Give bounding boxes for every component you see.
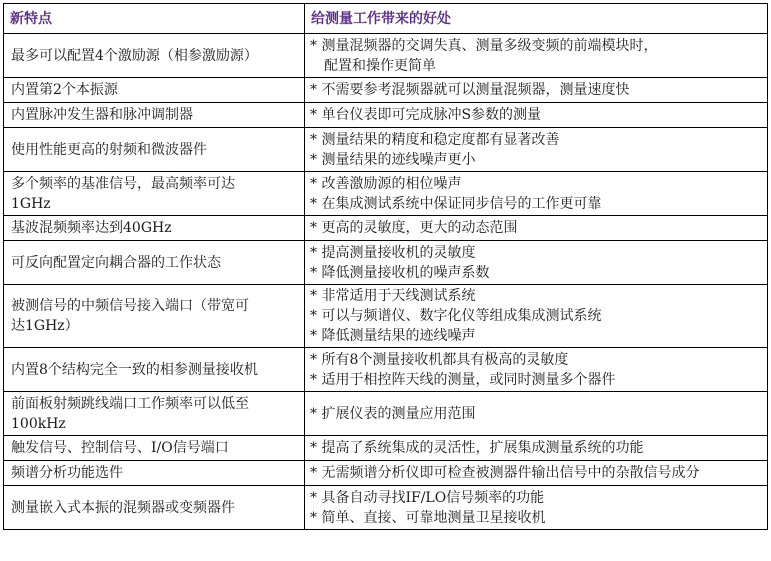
header-benefits: 给测量工作带来的好处 (305, 4, 768, 34)
table-body (4, 34, 768, 530)
feature-cell (4, 392, 305, 436)
feature-cell (4, 285, 305, 348)
table-row (4, 486, 768, 530)
benefit-cell (305, 461, 768, 486)
benefit-text: * 不需要参考混频器就可以测量混频器，测量速度快 (310, 82, 630, 98)
table-row (4, 348, 768, 392)
feature-cell (4, 348, 305, 392)
benefit-cell (305, 241, 768, 285)
feature-cell (4, 486, 305, 530)
benefit-cell (305, 128, 768, 172)
benefit-text: * 无需频谱分析仪即可检查被测器件输出信号中的杂散信号成分 (310, 465, 700, 481)
table-row (4, 241, 768, 285)
feature-cell (4, 128, 305, 172)
feature-text: 最多可以配置4个激励源（相参激励源） (11, 47, 258, 64)
table-row (4, 216, 768, 241)
feature-text: 内置8个结构完全一致的相参测量接收机 (11, 361, 258, 378)
benefit-text: * 在集成测试系统中保证同步信号的工作更可靠 (310, 195, 602, 212)
feature-text: 达1GHz） (11, 318, 79, 334)
feature-benefit-table (3, 3, 768, 530)
feature-text: 被测信号的中频信号接入端口（带宽可 (11, 298, 249, 314)
benefit-text: * 单台仪表即可完成脉冲S参数的测量 (310, 107, 542, 123)
benefit-text: * 所有8个测量接收机都具有极高的灵敏度 (310, 351, 569, 368)
benefit-cell (305, 285, 768, 348)
benefit-cell (305, 34, 768, 78)
benefit-text: * 具备自动寻找IF/LO信号频率的功能 (310, 489, 545, 506)
feature-text: 测量嵌入式本振的混频器或变频器件 (11, 499, 235, 516)
table-row (4, 103, 768, 128)
table-row (4, 392, 768, 436)
header-features: 新特点 (4, 4, 305, 34)
feature-cell (4, 34, 305, 78)
table-row (4, 128, 768, 172)
feature-text: 多个频率的基准信号，最高频率可达 (11, 175, 235, 192)
benefit-text: * 可以与频谱仪、数字化仪等组成集成测试系统 (310, 308, 602, 324)
feature-text: 频谱分析功能选件 (11, 465, 123, 481)
header-row (4, 4, 768, 34)
feature-cell (4, 241, 305, 285)
benefit-text: * 扩展仪表的测量应用范围 (310, 405, 476, 422)
benefit-text: * 改善激励源的相位噪声 (310, 175, 462, 192)
feature-cell (4, 172, 305, 216)
benefit-text: * 测量结果的迹线噪声更小 (310, 151, 476, 168)
feature-text: 触发信号、控制信号、I/O信号端口 (11, 440, 229, 456)
table-row (4, 34, 768, 78)
feature-cell (4, 436, 305, 461)
benefit-text: * 测量混频器的交调失真、测量多级变频的前端模块时， (310, 37, 658, 54)
benefit-text: * 测量结果的精度和稳定度都有显著改善 (310, 131, 560, 148)
benefit-cell (305, 103, 768, 128)
benefit-cell (305, 348, 768, 392)
benefit-text: 配置和操作更简单 (324, 57, 436, 74)
feature-text: 1GHz (11, 195, 51, 212)
feature-text: 内置第2个本振源 (11, 82, 118, 98)
benefit-text: * 降低测量结果的迹线噪声 (310, 328, 476, 344)
table-row (4, 285, 768, 348)
benefit-cell (305, 78, 768, 103)
feature-text: 100kHz (11, 415, 66, 432)
feature-cell (4, 216, 305, 241)
table-row (4, 436, 768, 461)
benefit-text: * 非常适用于天线测试系统 (310, 288, 476, 304)
benefit-text: * 简单、直接、可靠地测量卫星接收机 (310, 509, 546, 526)
benefit-cell (305, 486, 768, 530)
feature-text: 使用性能更高的射频和微波器件 (11, 141, 207, 158)
benefit-cell (305, 216, 768, 241)
table-row (4, 78, 768, 103)
feature-cell (4, 103, 305, 128)
benefit-text: * 提高测量接收机的灵敏度 (310, 244, 476, 261)
feature-cell (4, 461, 305, 486)
feature-text: 基波混频频率达到40GHz (11, 220, 172, 236)
benefit-cell (305, 172, 768, 216)
benefit-cell (305, 392, 768, 436)
benefit-cell (305, 436, 768, 461)
feature-cell (4, 78, 305, 103)
benefit-text: * 提高了系统集成的灵活性，扩展集成测量系统的功能 (310, 440, 644, 456)
benefit-text: * 更高的灵敏度，更大的动态范围 (310, 220, 518, 236)
table-row (4, 172, 768, 216)
feature-text: 内置脉冲发生器和脉冲调制器 (11, 107, 193, 123)
feature-text: 可反向配置定向耦合器的工作状态 (11, 254, 221, 271)
benefit-text: * 适用于相控阵天线的测量，或同时测量多个器件 (310, 371, 616, 388)
feature-text: 前面板射频跳线端口工作频率可以低至 (11, 395, 249, 412)
benefit-text: * 降低测量接收机的噪声系数 (310, 264, 490, 281)
table-row (4, 461, 768, 486)
